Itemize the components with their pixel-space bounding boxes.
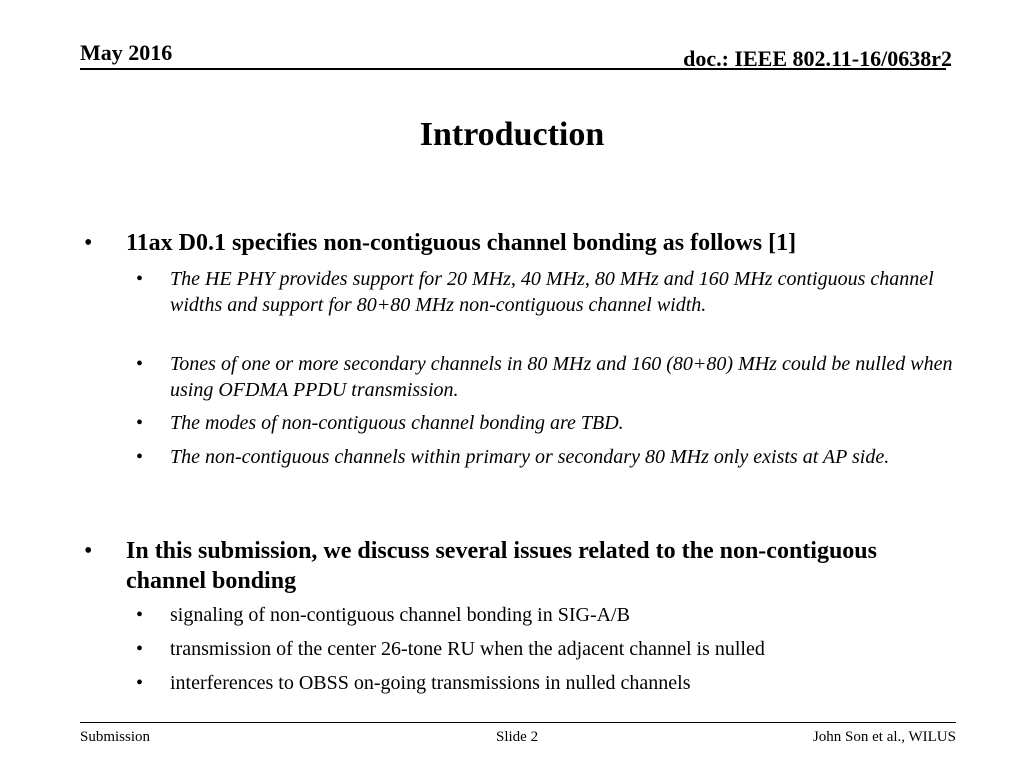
sub-bullet-text: The non-contiguous channels within primary or secondary 80 MHz only exists at AP side. — [170, 446, 890, 468]
bullet-dot: • — [84, 230, 93, 256]
bullet-dot: • — [136, 604, 144, 626]
sub-bullet-text: The modes of non-contiguous channel bonding are TBD. — [170, 412, 624, 434]
slide-title: Introduction — [419, 116, 605, 153]
bullet-dot: • — [84, 538, 93, 564]
bullet-dot: • — [136, 268, 144, 290]
footer-submission: Submission — [80, 729, 151, 745]
sub-bullet-text: transmission of the center 26-tone RU when the adjacent channel is nulled — [170, 638, 765, 660]
sub-bullet-text: Tones of one or more secondary channels in 80 MHz and 160 (80+80) MHz could be nulled when using OFDMA PPDU transmission. — [170, 353, 953, 401]
footer-slide-number: Slide 2 — [496, 729, 539, 745]
bullet-main-text: In this submission, we discuss several issues related to the non-contiguous channel bonding — [126, 538, 877, 594]
bullet-dot: • — [136, 672, 144, 694]
bullet-dot: • — [136, 638, 144, 660]
bullet-dot: • — [136, 412, 144, 434]
footer-authors: John Son et al., WILUS — [812, 729, 956, 745]
bullet-dot: • — [136, 353, 144, 375]
bullet-main-text: 11ax D0.1 specifies non-contiguous channel bonding as follows [1] — [126, 230, 797, 256]
header-divider — [80, 68, 946, 70]
bullet-dot: • — [136, 446, 144, 468]
footer-divider — [80, 722, 956, 723]
sub-bullet-text: The HE PHY provides support for 20 MHz, 40 MHz, 80 MHz and 160 MHz contiguous channel widths and support for 80+80 MHz non-contiguous channel width. — [170, 268, 934, 316]
header-date: May 2016 — [80, 40, 173, 65]
sub-bullet-text: interferences to OBSS on-going transmissions in nulled channels — [170, 672, 691, 694]
header-doc-id: doc.: IEEE 802.11-16/0638r2 — [683, 46, 952, 71]
sub-bullet-text: signaling of non-contiguous channel bonding in SIG-A/B — [170, 604, 630, 626]
